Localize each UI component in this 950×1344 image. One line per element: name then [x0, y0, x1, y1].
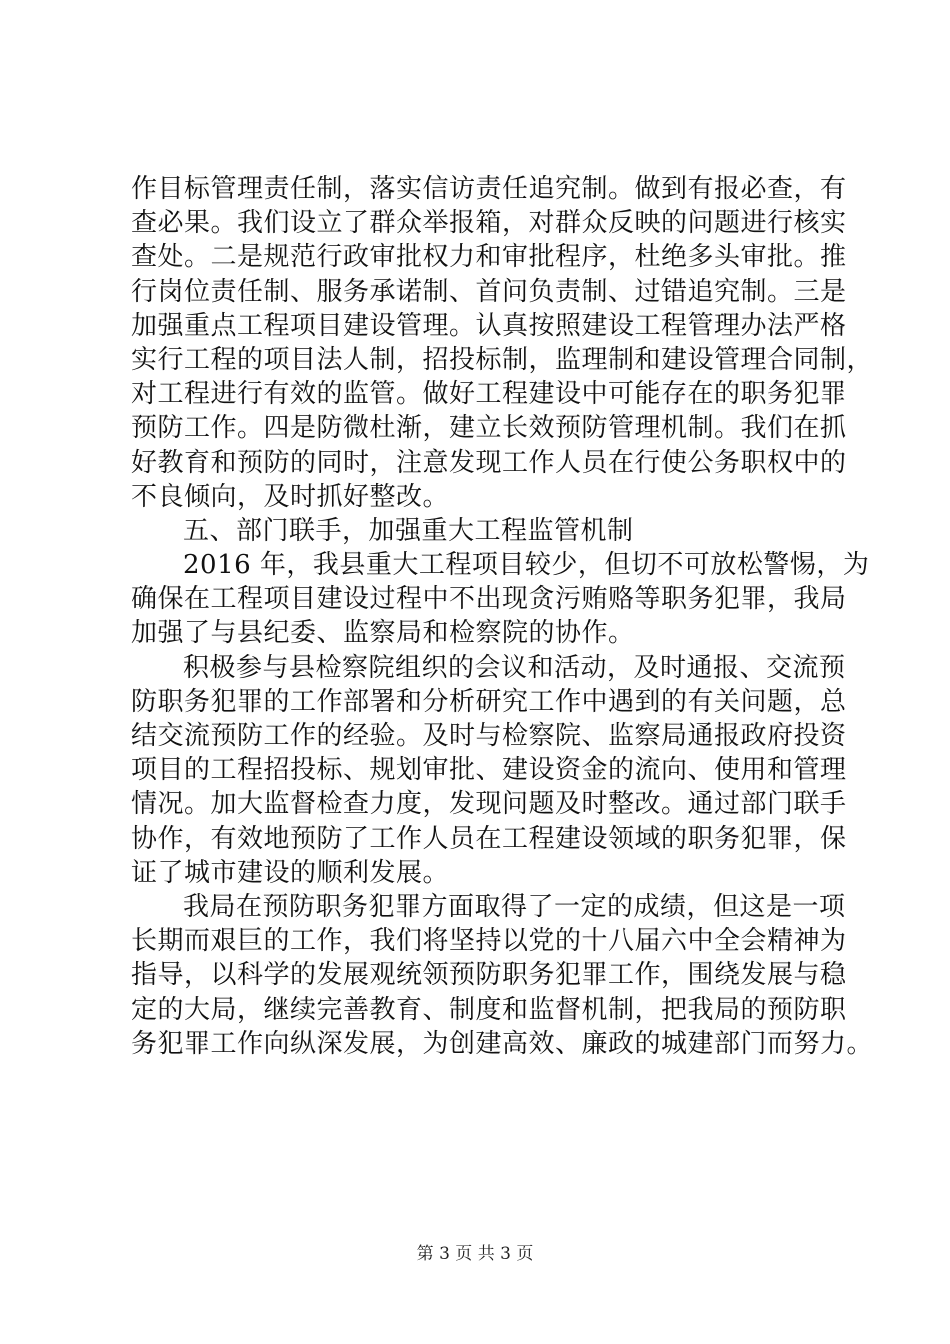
text-line: 长期而艰巨的工作，我们将坚持以党的十八届六中全会精神为 [131, 926, 847, 957]
text-line: 证了城市建设的顺利发展。 [131, 857, 450, 888]
text-line: 务犯罪工作向纵深发展，为创建高效、廉政的城建部门而努力。 [131, 1028, 874, 1059]
text-line: 作目标管理责任制，落实信访责任追究制。做到有报必查，有 [131, 174, 847, 204]
text-line: 情况。加大监督检查力度，发现问题及时整改。通过部门联手 [131, 789, 847, 820]
text-line: 结交流预防工作的经验。及时与检察院、监察局通报政府投资 [131, 721, 847, 751]
text-line: 查处。二是规范行政审批权力和审批程序，杜绝多头审批。推 [131, 242, 847, 273]
document-body [131, 172, 874, 1061]
text-line: 对工程进行有效的监管。做好工程建设中可能存在的职务犯罪 [131, 379, 847, 410]
section-heading: 五、部门联手，加强重大工程监管机制 [183, 515, 634, 546]
text-line: 不良倾向，及时抓好整改。 [131, 481, 450, 512]
text-line: 定的大局，继续完善教育、制度和监督机制，把我局的预防职 [131, 994, 847, 1025]
text-line: 确保在工程项目建设过程中不出现贪污贿赂等职务犯罪，我局 [131, 584, 847, 615]
text-line: 加强了与县纪委、监察局和检察院的协作。 [131, 618, 635, 649]
text-line: 查必果。我们设立了群众举报箱，对群众反映的问题进行核实 [131, 208, 847, 239]
text-line: 项目的工程招投标、规划审批、建设资金的流向、使用和管理 [131, 755, 847, 786]
text-line: 积极参与县检察院组织的会议和活动，及时通报、交流预 [183, 652, 846, 683]
text-line: 我局在预防职务犯罪方面取得了一定的成绩，但这是一项 [183, 891, 846, 922]
text-line: 好教育和预防的同时，注意发现工作人员在行使公务职权中的 [131, 447, 847, 478]
text-line: 防职务犯罪的工作部署和分析研究工作中遇到的有关问题，总 [131, 686, 847, 717]
text-line: 协作，有效地预防了工作人员在工程建设领域的职务犯罪，保 [131, 823, 847, 854]
text-line: 加强重点工程项目建设管理。认真按照建设工程管理办法严格 [131, 310, 847, 341]
text-line: 行岗位责任制、服务承诺制、首问负责制、过错追究制。三是 [131, 276, 847, 307]
text-line: 预防工作。四是防微杜渐，建立长效预防管理机制。我们在抓 [131, 413, 847, 444]
text-line: 实行工程的项目法人制，招投标制，监理制和建设管理合同制， [131, 344, 874, 375]
text-line: 2016 年，我县重大工程项目较少，但切不可放松警惕，为 [183, 550, 870, 581]
page-number-footer: 第 3 页 共 3 页 [416, 1244, 534, 1264]
text-line: 指导，以科学的发展观统领预防职务犯罪工作，围绕发展与稳 [131, 960, 847, 991]
